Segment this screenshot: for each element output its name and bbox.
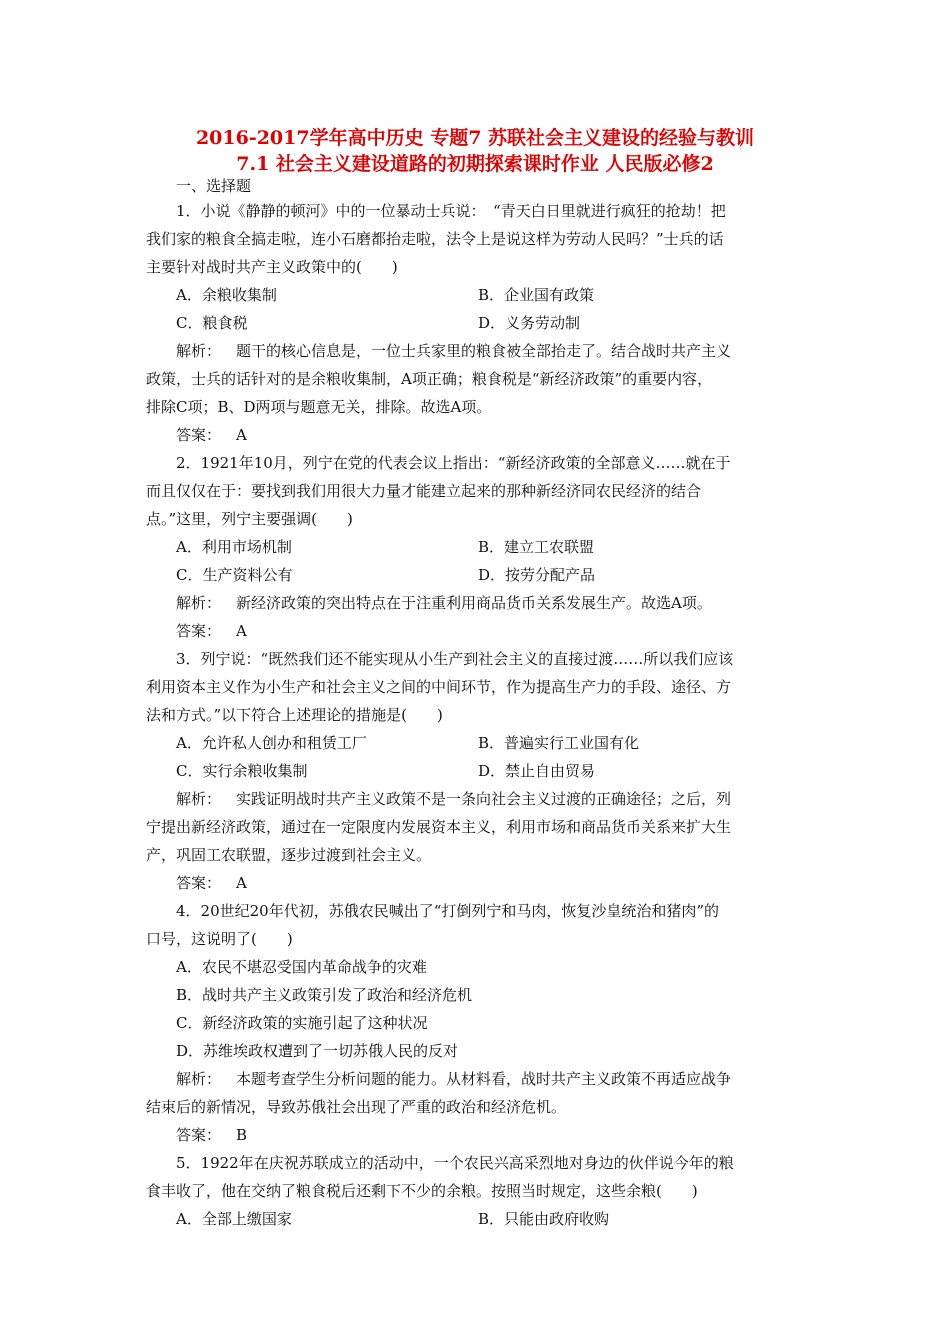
option-d: D．苏维埃政权遭到了一切苏俄人民的反对 (176, 1042, 459, 1060)
answer-line (146, 421, 810, 449)
option-c: C．新经济政策的实施引起了这种状况 (176, 1014, 428, 1032)
options-row (146, 1205, 810, 1233)
option-c: C．实行余粮收集制 (176, 762, 308, 780)
answer-label: 答案： (176, 426, 222, 444)
question-text: 法和方式。”以下符合上述理论的措施是( ) (146, 706, 443, 724)
analysis-label: 解析： (176, 594, 222, 612)
question-text: 口号，这说明了( ) (146, 930, 293, 948)
question-text: 5．1922年在庆祝苏联成立的活动中，一个农民兴高采烈地对身边的伙伴说今年的粮 (176, 1154, 734, 1172)
option-b: B．战时共产主义政策引发了政治和经济危机 (176, 986, 473, 1004)
document-body (146, 175, 810, 1233)
options-row (146, 729, 810, 757)
option-d: D．禁止自由贸易 (478, 762, 596, 780)
answer-value: A (236, 874, 247, 892)
option-c: C．粮食税 (176, 314, 248, 332)
analysis-line: 产，巩固工农联盟，逐步过渡到社会主义。 (146, 846, 432, 864)
analysis-text (146, 1065, 810, 1093)
option-a: A．允许私人创办和租赁工厂 (176, 734, 367, 752)
options-row (146, 281, 810, 309)
analysis-line: 实践证明战时共产主义政策不是一条向社会主义过渡的正确途径；之后，列 (236, 790, 732, 808)
option-b: B．只能由政府收购 (478, 1210, 610, 1228)
question-text: 我们家的粮食全搞走啦，连小石磨都抬走啦，法令上是说这样为劳动人民吗？”士兵的话 (146, 230, 724, 248)
question-text: 2．1921年10月，列宁在党的代表会议上指出：“新经济政策的全部意义……就在于 (176, 454, 731, 472)
question-text: 点。”这里，列宁主要强调( ) (146, 510, 353, 528)
analysis-line: 题干的核心信息是，一位士兵家里的粮食被全部抬走了。结合战时共产主义 (236, 342, 732, 360)
question-3 (146, 645, 810, 897)
option-a: A．余粮收集制 (176, 286, 277, 304)
option-c: C．生产资料公有 (176, 566, 293, 584)
answer-label: 答案： (176, 874, 222, 892)
question-text: 主要针对战时共产主义政策中的( ) (146, 258, 398, 276)
analysis-line: 宁提出新经济政策，通过在一定限度内发展资本主义，利用市场和商品货币关系来扩大生 (146, 818, 732, 836)
analysis-text (146, 785, 810, 813)
answer-value: A (236, 622, 247, 640)
question-text: 1．小说《静静的顿河》中的一位暴动士兵说： “青天白日里就进行疯狂的抢劫！把 (176, 202, 726, 220)
options-row (146, 533, 810, 561)
option-d: D．义务劳动制 (478, 314, 581, 332)
analysis-label: 解析： (176, 342, 222, 360)
analysis-line: 排除C项；B、D两项与题意无关，排除。故选A项。 (146, 398, 492, 416)
analysis-label: 解析： (176, 1070, 222, 1088)
analysis-text (146, 337, 810, 365)
analysis-text (146, 589, 810, 617)
answer-line (146, 1121, 810, 1149)
question-5 (146, 1149, 810, 1233)
option-a: A．全部上缴国家 (176, 1210, 292, 1228)
answer-label: 答案： (176, 622, 222, 640)
question-text: 食丰收了，他在交纳了粮食税后还剩下不少的余粮。按照当时规定，这些余粮( ) (146, 1182, 698, 1200)
option-d: D．按劳分配产品 (478, 566, 596, 584)
analysis-line: 新经济政策的突出特点在于注重利用商品货币关系发展生产。故选A项。 (236, 594, 712, 612)
options-row (146, 309, 810, 337)
analysis-line: 结束后的新情况，导致苏俄社会出现了严重的政治和经济危机。 (146, 1098, 567, 1116)
question-1 (146, 197, 810, 449)
question-4 (146, 897, 810, 1149)
answer-line (146, 617, 810, 645)
option-b: B．普遍实行工业国有化 (478, 734, 640, 752)
analysis-label: 解析： (176, 790, 222, 808)
option-b: B．建立工农联盟 (478, 538, 595, 556)
section-heading: 一、选择题 (176, 177, 252, 195)
analysis-line: 本题考查学生分析问题的能力。从材料看，战时共产主义政策不再适应战争 (236, 1070, 732, 1088)
question-text: 利用资本主义作为小生产和社会主义之间的中间环节，作为提高生产力的手段、途径、方 (146, 678, 732, 696)
answer-label: 答案： (176, 1126, 222, 1144)
option-a: A．农民不堪忍受国内革命战争的灾难 (176, 958, 427, 976)
option-a: A．利用市场机制 (176, 538, 292, 556)
question-text: 4．20世纪20年代初，苏俄农民喊出了“打倒列宁和马肉，恢复沙皇统治和猪肉”的 (176, 902, 720, 920)
document-title-line-1: 2016-2017学年高中历史 专题7 苏联社会主义建设的经验与教训 (195, 127, 755, 149)
question-2 (146, 449, 810, 645)
question-text: 3．列宁说：“既然我们还不能实现从小生产到社会主义的直接过渡……所以我们应该 (176, 650, 734, 668)
options-row (146, 757, 810, 785)
answer-value: B (236, 1126, 248, 1144)
question-text: 而且仅仅在于：要找到我们用很大力量才能建立起来的那种新经济同农民经济的结合 (146, 482, 702, 500)
options-row (146, 561, 810, 589)
answer-line (146, 869, 810, 897)
option-b: B．企业国有政策 (478, 286, 595, 304)
answer-value: A (236, 426, 247, 444)
analysis-line: 政策，士兵的话针对的是余粮收集制，A项正确；粮食税是“新经济政策”的重要内容， (146, 370, 713, 388)
document-title-line-2: 7.1 社会主义建设道路的初期探索课时作业 人民版必修2 (236, 153, 714, 175)
